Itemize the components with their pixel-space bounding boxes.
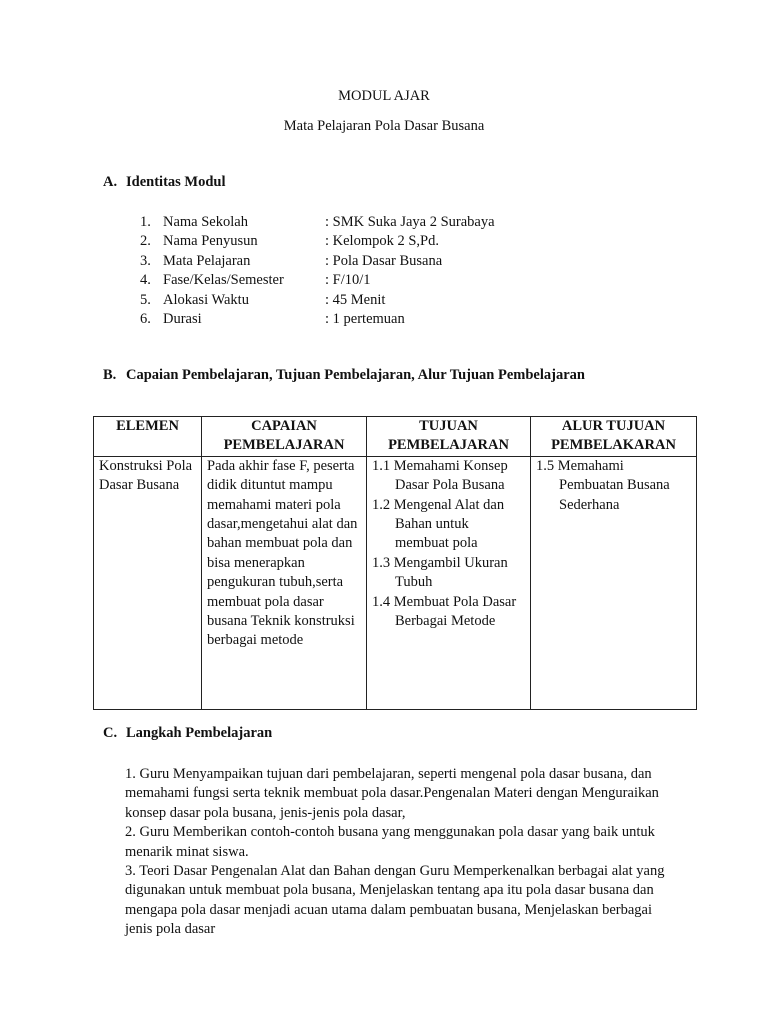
header-elemen: ELEMEN bbox=[94, 417, 202, 457]
table-row bbox=[94, 456, 697, 709]
identity-label: Mata Pelajaran bbox=[163, 252, 251, 269]
identity-item bbox=[140, 271, 495, 290]
section-c-letter: C. bbox=[103, 725, 118, 741]
identity-item bbox=[140, 252, 495, 271]
identity-label: Nama Sekolah bbox=[163, 214, 248, 230]
langkah-step: 2. Guru Memberikan contoh-contoh busana yang menggunakan pola dasar yang baik untuk menarik minat siswa. bbox=[125, 824, 655, 860]
cell-capaian: Pada akhir fase F, peserta didik dituntut mampu memahami materi pola dasar,mengetahui alat dan bahan membuat pola dan bisa menerapkan pengukuran tubuh,serta membuat pola dasar busana Teknik konstruksi berbagai metode bbox=[202, 456, 367, 709]
doc-title: MODUL AJAR bbox=[338, 88, 430, 104]
langkah-step: 3. Teori Dasar Pengenalan Alat dan Bahan dengan Guru Memperkenalkan berbagai alat yang digunakan untuk membuat pola busana, Menjelaskan tentang apa itu pola dasar busana dan mengapa pola dasar menjadi acuan utama dalam pembuatan busana, Menjelaskan berbagai jenis pola dasar bbox=[125, 863, 665, 938]
identity-num: 4. bbox=[140, 272, 151, 289]
header-capaian: CAPAIAN PEMBELAJARAN bbox=[202, 417, 367, 457]
header-tujuan: TUJUAN PEMBELAJARAN bbox=[367, 417, 531, 457]
identity-value: : 1 pertemuan bbox=[325, 310, 405, 327]
alur-item: 1.5 Memahami Pembuatan Busana Sederhana bbox=[536, 457, 670, 513]
section-c-heading bbox=[103, 725, 272, 742]
langkah-paragraph bbox=[125, 765, 665, 940]
langkah-step: 1. Guru Menyampaikan tujuan dari pembelajaran, seperti mengenal pola dasar busana, dan memahami fungsi serta teknik membuat pola dasar.Pengenalan Materi dengan Menguraikan konsep dasar pola busana, jenis-jenis pola dasar, bbox=[125, 766, 659, 821]
cell-elemen: Konstruksi Pola Dasar Busana bbox=[94, 456, 202, 709]
identity-num: 6. bbox=[140, 310, 151, 327]
identity-item bbox=[140, 310, 495, 329]
tujuan-item: 1.1 Memahami Konsep Dasar Pola Busana bbox=[372, 457, 508, 494]
identity-item bbox=[140, 291, 495, 310]
identity-value: : F/10/1 bbox=[325, 272, 371, 289]
header-alur: ALUR TUJUAN PEMBELAKARAN bbox=[531, 417, 697, 457]
identity-label: Alokasi Waktu bbox=[163, 291, 249, 308]
cell-alur bbox=[531, 456, 697, 709]
identity-num: 5. bbox=[140, 291, 151, 308]
identity-value: : Pola Dasar Busana bbox=[325, 252, 443, 269]
identity-item bbox=[140, 232, 495, 251]
cell-tujuan bbox=[367, 456, 531, 709]
identity-value: : Kelompok 2 S,Pd. bbox=[325, 233, 439, 250]
doc-subtitle: Mata Pelajaran Pola Dasar Busana bbox=[283, 118, 485, 134]
section-a-title: Identitas Modul bbox=[126, 174, 226, 190]
tujuan-item: 1.4 Membuat Pola Dasar Berbagai Metode bbox=[372, 593, 517, 630]
identity-label: Fase/Kelas/Semester bbox=[163, 272, 284, 289]
section-a-heading bbox=[103, 174, 226, 191]
tujuan-item: 1.3 Mengambil Ukuran Tubuh bbox=[372, 554, 508, 591]
identity-value: : SMK Suka Jaya 2 Surabaya bbox=[325, 214, 495, 230]
identity-value: : 45 Menit bbox=[325, 291, 386, 308]
identity-label: Nama Penyusun bbox=[163, 233, 258, 250]
tujuan-item: 1.2 Mengenal Alat dan Bahan untuk membuat pola bbox=[372, 496, 505, 552]
table-header-row bbox=[94, 417, 697, 457]
section-b-letter: B. bbox=[103, 367, 117, 383]
identity-list bbox=[140, 213, 495, 329]
identity-num: 3. bbox=[140, 252, 151, 269]
section-b-heading bbox=[103, 367, 585, 384]
section-b-title: Capaian Pembelajaran, Tujuan Pembelajaran, Alur Tujuan Pembelajaran bbox=[126, 367, 585, 383]
section-a-letter: A. bbox=[103, 174, 118, 190]
capaian-table bbox=[93, 416, 697, 710]
section-c-title: Langkah Pembelajaran bbox=[126, 725, 273, 741]
identity-num: 2. bbox=[140, 233, 151, 250]
identity-label: Durasi bbox=[163, 310, 202, 327]
identity-item bbox=[140, 213, 495, 232]
identity-num: 1. bbox=[140, 214, 151, 230]
